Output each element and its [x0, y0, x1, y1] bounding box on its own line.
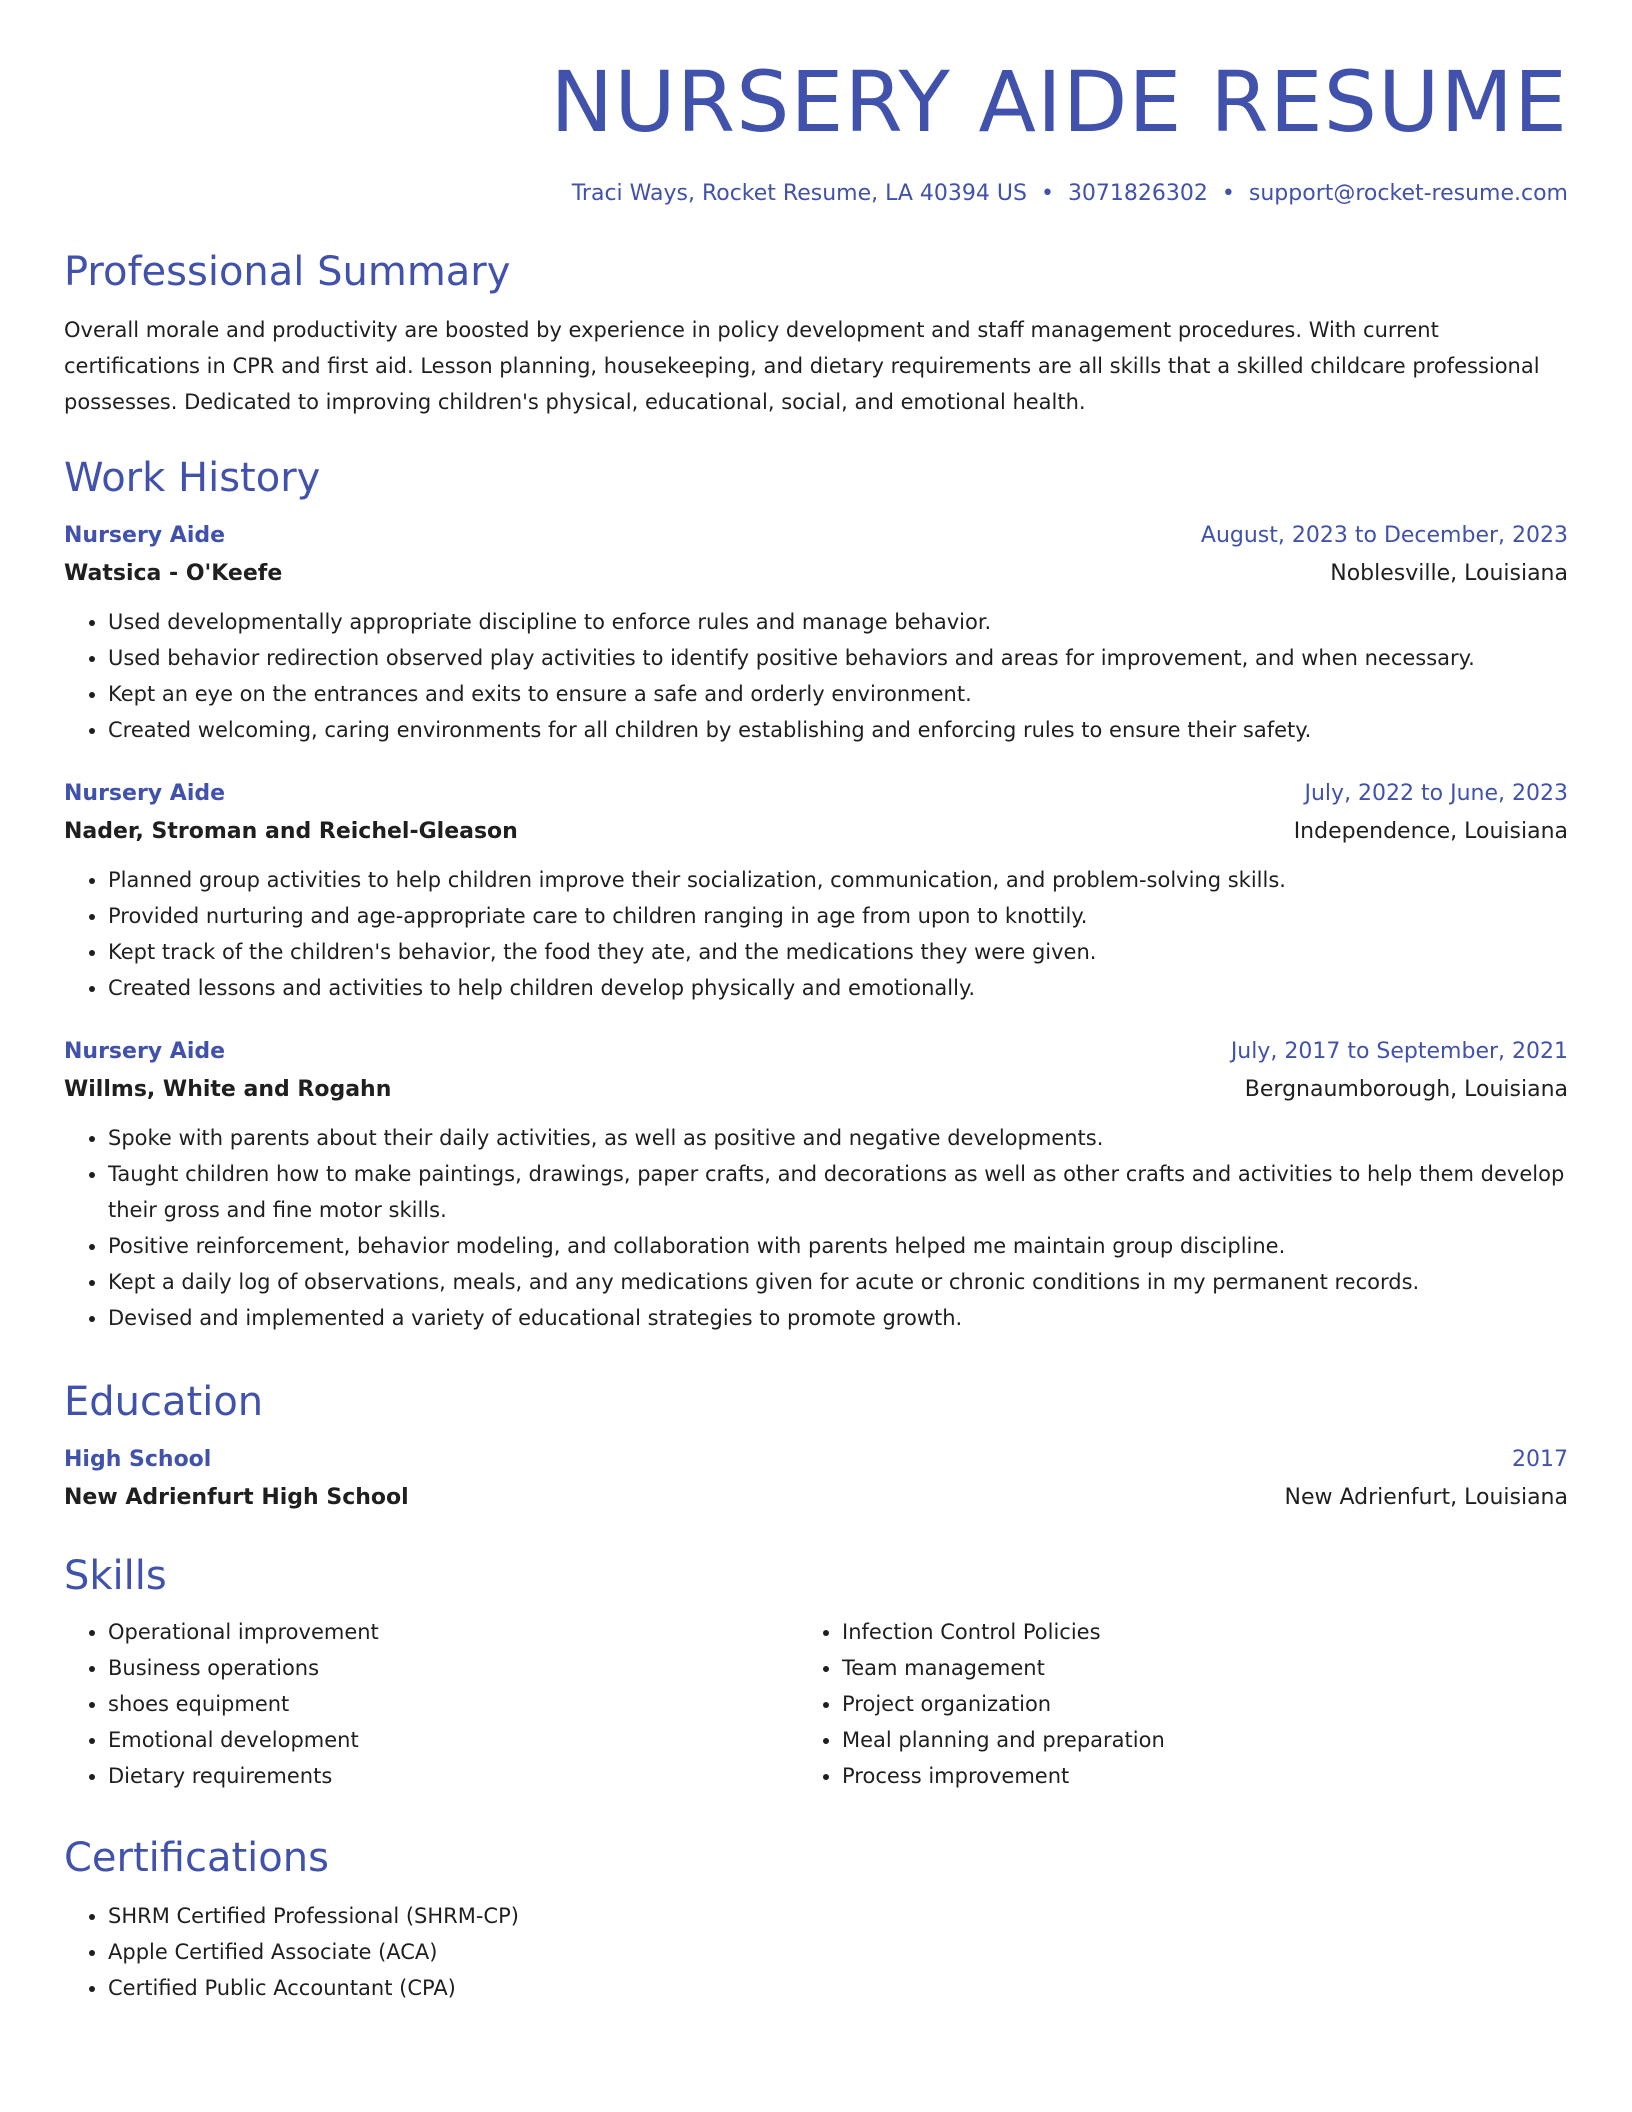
- work-history-list: [64, 518, 1568, 1336]
- skills-list-right: [798, 1614, 1532, 1794]
- job-title: Nursery Aide: [64, 781, 226, 806]
- education-location: New Adrienfurt, Louisiana: [1284, 1485, 1568, 1510]
- job-company: Nader, Stroman and Reichel-Gleason: [64, 819, 518, 844]
- job-bullet: • Kept an eye on the entrances and exits to ensure a safe and orderly environment.: [108, 676, 1568, 712]
- skills-columns: [64, 1614, 1568, 1794]
- contact-separator: •: [1040, 181, 1054, 206]
- job-title: Nursery Aide: [64, 1039, 226, 1064]
- contact-phone: 3071826302: [1067, 181, 1208, 206]
- job-bullet: • Positive reinforcement, behavior modeling, and collaboration with parents helped me maintain group discipline.: [108, 1228, 1568, 1264]
- summary-text: Overall morale and productivity are boosted by experience in policy development and staff management procedures. With current certifications in CPR and first aid. Lesson planning, housekeeping, and dietary requirements are all skills that a skilled childcare professional possesses. Dedicated to improving children's physical, educational, social, and emotional health.: [64, 318, 1540, 414]
- education-school: New Adrienfurt High School: [64, 1485, 409, 1510]
- certifications-list: [64, 1898, 1568, 2006]
- job-entry: [64, 1034, 1568, 1336]
- job-header: [64, 776, 1568, 812]
- job-dates: August, 2023 to December, 2023: [1200, 523, 1568, 548]
- job-bullets: [64, 604, 1568, 748]
- job-subheader: [64, 556, 1568, 592]
- job-dates: July, 2022 to June, 2023: [1304, 781, 1568, 806]
- job-header: [64, 1034, 1568, 1070]
- resume-title: NURSERY AIDE RESUME: [550, 53, 1568, 151]
- job-bullet: • Created welcoming, caring environments for all children by establishing and enforcing rules to ensure their safety.: [108, 712, 1568, 748]
- job-bullet: • Used developmentally appropriate discipline to enforce rules and manage behavior.: [108, 604, 1568, 640]
- job-bullets: [64, 1120, 1568, 1336]
- job-bullet: • Used behavior redirection observed play activities to identify positive behaviors and areas for improvement, and when necessary.: [108, 640, 1568, 676]
- work-history-heading: Work History: [64, 455, 321, 501]
- job-location: Noblesville, Louisiana: [1330, 561, 1568, 586]
- certification-item: • SHRM Certified Professional (SHRM-CP): [108, 1898, 1568, 1934]
- skill-item: • Emotional development: [108, 1722, 798, 1758]
- job-bullet: • Kept track of the children's behavior, the food they ate, and the medications they were given.: [108, 934, 1568, 970]
- skill-item: • Operational improvement: [108, 1614, 798, 1650]
- summary-heading: Professional Summary: [64, 249, 511, 295]
- job-location: Bergnaumborough, Louisiana: [1244, 1077, 1568, 1102]
- job-bullet: • Taught children how to make paintings, drawings, paper crafts, and decorations as well as other crafts and activities to help them develop their gross and fine motor skills.: [108, 1156, 1568, 1228]
- job-bullet: • Provided nurturing and age-appropriate care to children ranging in age from upon to knottily.: [108, 898, 1568, 934]
- job-subheader: [64, 814, 1568, 850]
- job-bullets: [64, 862, 1568, 1006]
- contact-line: [64, 178, 1568, 210]
- skill-item: • Team management: [842, 1650, 1532, 1686]
- skill-item: • Business operations: [108, 1650, 798, 1686]
- education-subheader: [64, 1480, 1568, 1516]
- education-degree: High School: [64, 1447, 212, 1472]
- job-title: Nursery Aide: [64, 523, 226, 548]
- job-entry: [64, 518, 1568, 748]
- skill-item: • shoes equipment: [108, 1686, 798, 1722]
- skill-item: • Dietary requirements: [108, 1758, 798, 1794]
- job-dates: July, 2017 to September, 2021: [1230, 1039, 1568, 1064]
- job-bullet: • Planned group activities to help children improve their socialization, communication, and problem-solving skills.: [108, 862, 1568, 898]
- skills-column-left: [64, 1614, 798, 1794]
- skill-item: • Meal planning and preparation: [842, 1722, 1532, 1758]
- education-heading: Education: [64, 1379, 264, 1425]
- job-company: Watsica - O'Keefe: [64, 561, 283, 586]
- skill-item: • Process improvement: [842, 1758, 1532, 1794]
- job-bullet: • Created lessons and activities to help children develop physically and emotionally.: [108, 970, 1568, 1006]
- job-bullet: • Devised and implemented a variety of educational strategies to promote growth.: [108, 1300, 1568, 1336]
- certifications-heading: Certifications: [64, 1835, 329, 1881]
- job-entry: [64, 776, 1568, 1006]
- skills-list-left: [64, 1614, 798, 1794]
- education-header: [64, 1442, 1568, 1478]
- skills-column-right: [798, 1614, 1532, 1794]
- skill-item: • Infection Control Policies: [842, 1614, 1532, 1650]
- job-subheader: [64, 1072, 1568, 1108]
- contact-address: Traci Ways, Rocket Resume, LA 40394 US: [571, 181, 1027, 206]
- education-entry: [64, 1442, 1568, 1516]
- skill-item: • Project organization: [842, 1686, 1532, 1722]
- job-header: [64, 518, 1568, 554]
- job-bullet: • Spoke with parents about their daily activities, as well as positive and negative developments.: [108, 1120, 1568, 1156]
- skills-heading: Skills: [64, 1553, 167, 1599]
- contact-separator: •: [1221, 181, 1235, 206]
- education-year: 2017: [1512, 1447, 1568, 1472]
- certification-item: • Certified Public Accountant (CPA): [108, 1970, 1568, 2006]
- certification-item: • Apple Certified Associate (ACA): [108, 1934, 1568, 1970]
- job-location: Independence, Louisiana: [1293, 819, 1568, 844]
- job-bullet: • Kept a daily log of observations, meals, and any medications given for acute or chronic conditions in my permanent records.: [108, 1264, 1568, 1300]
- contact-email: support@rocket-resume.com: [1248, 181, 1568, 206]
- job-company: Willms, White and Rogahn: [64, 1077, 392, 1102]
